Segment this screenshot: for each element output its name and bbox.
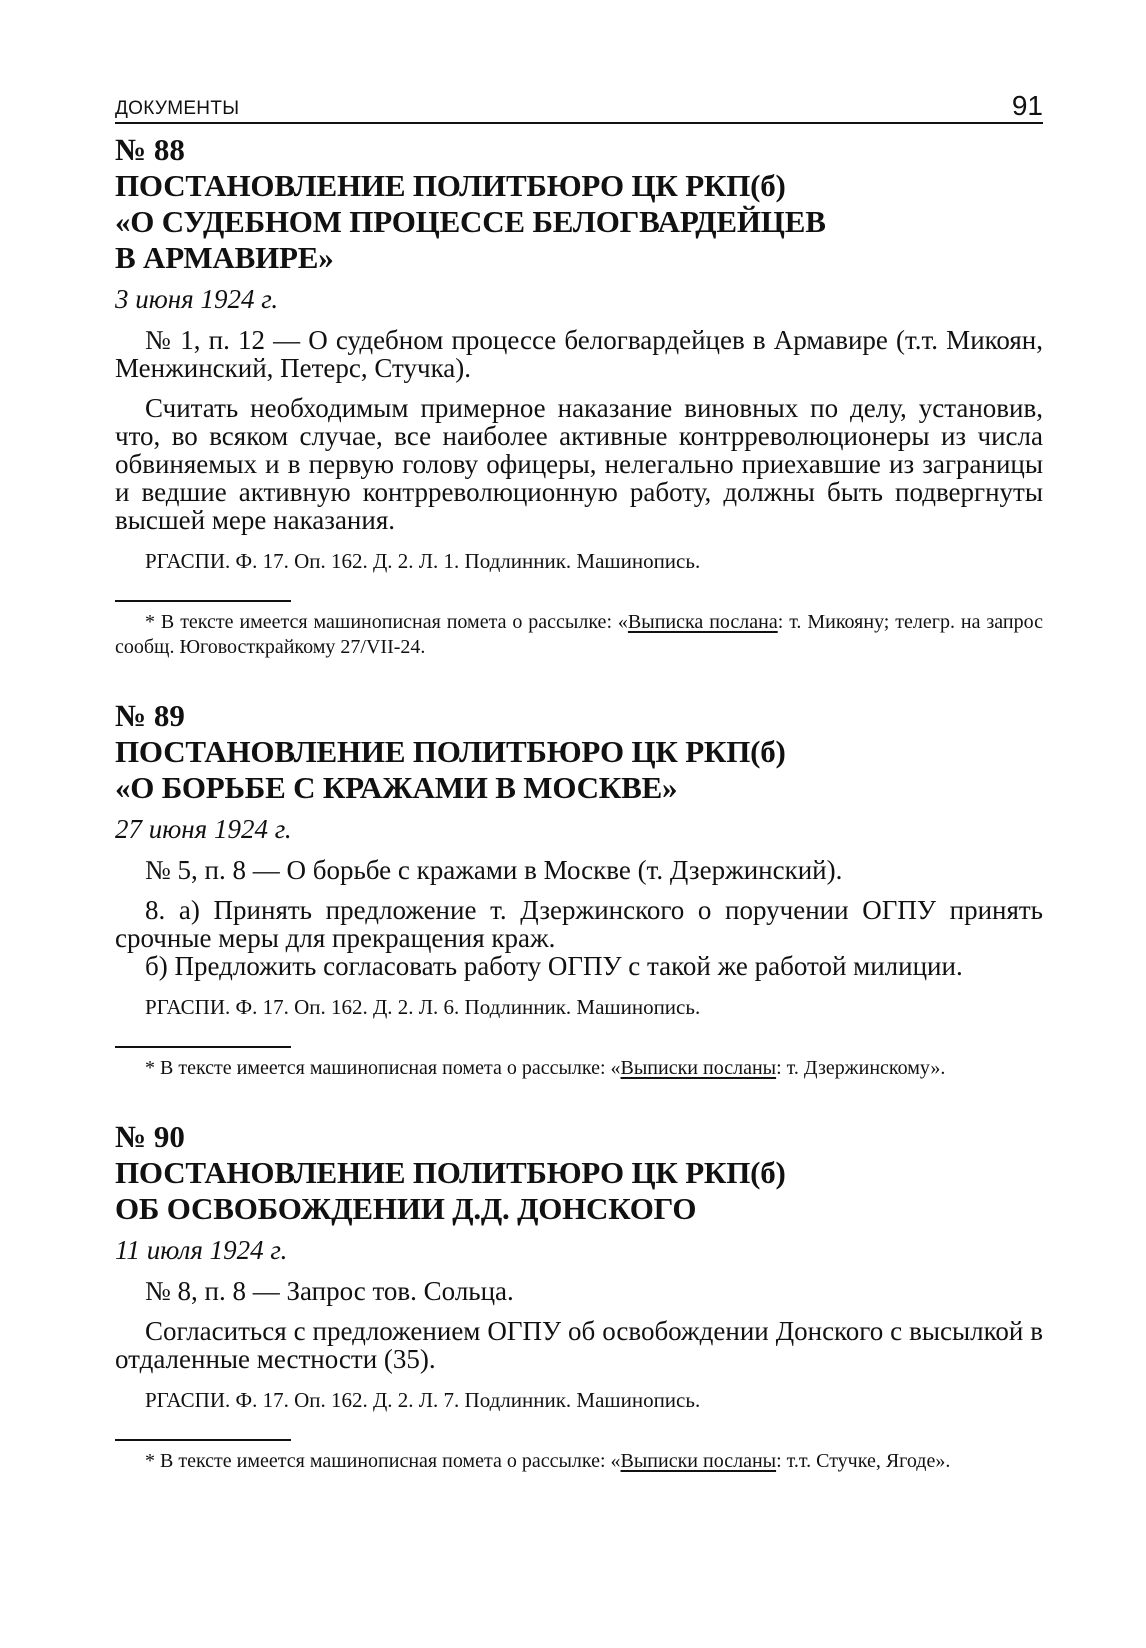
agenda-reference: № 5, п. 8 — О борьбе с кражами в Москве (т. Дзержинский). [145, 855, 843, 885]
archive-source: РГАСПИ. Ф. 17. Оп. 162. Д. 2. Л. 7. Подлинник. Машинопись. [145, 1388, 701, 1412]
footnote: * В тексте имеется машинописная помета о рассылке: «Выписки посланы: т.т. Стучке, Ягоде». [145, 1450, 951, 1472]
archive-source: РГАСПИ. Ф. 17. Оп. 162. Д. 2. Л. 1. Подлинник. Машинопись. [145, 549, 701, 573]
archive-source: РГАСПИ. Ф. 17. Оп. 162. Д. 2. Л. 6. Подлинник. Машинопись. [145, 995, 701, 1019]
title-line: ОБ ОСВОБОЖДЕНИИ Д.Д. ДОНСКОГО [115, 1191, 697, 1226]
agenda-reference: № 8, п. 8 — Запрос тов. Сольца. [145, 1276, 514, 1306]
document-89 [115, 698, 1043, 1081]
footnote-underlined: Выписки посланы [620, 1450, 777, 1472]
document-90 [115, 1119, 1043, 1474]
title-line: ПОСТАНОВЛЕНИЕ ПОЛИТБЮРО ЦК РКП(б) [115, 734, 786, 769]
document-title [115, 734, 1043, 806]
document-date: 3 июня 1924 г. [115, 284, 279, 314]
page-number: 91 [1011, 90, 1043, 121]
footnote-divider [115, 1439, 291, 1441]
document-date: 27 июня 1924 г. [115, 814, 292, 844]
document-date: 11 июля 1924 г. [115, 1235, 288, 1265]
resolution-text: Согласиться с предложением ОГПУ об освобождении Донского с высылкой в отдаленные местности (35). [115, 1316, 1043, 1374]
footnote: * В тексте имеется машинописная помета о рассылке: «Выписки посланы: т. Дзержинскому». [145, 1057, 946, 1079]
title-line: «О СУДЕБНОМ ПРОЦЕССЕ БЕЛОГВАРДЕЙЦЕВ [115, 204, 826, 239]
running-head [115, 88, 1043, 124]
footnote-divider [115, 1046, 291, 1048]
footnote: * В тексте имеется машинописная помета о рассылке: «Выписка послана: т. Микояну; телегр. на запрос сообщ. Юговосткрайкому 27/VII-24. [115, 611, 1043, 658]
document-number: № 90 [115, 1119, 185, 1154]
agenda-reference: № 1, п. 12 — О судебном процессе белогвардейцев в Армавире (т.т. Микоян, Менжинский, Петерс, Стучка). [115, 325, 1043, 383]
document-number: № 88 [115, 132, 185, 167]
resolution-text: 8. а) Принять предложение т. Дзержинского о поручении ОГПУ принять срочные меры для прекращения краж. [115, 895, 1043, 953]
footnote-divider [115, 600, 291, 602]
document-title [115, 1155, 1043, 1227]
resolution-text: б) Предложить согласовать работу ОГПУ с такой же работой милиции. [145, 951, 963, 981]
page [115, 88, 1043, 1474]
title-line: «О БОРЬБЕ С КРАЖАМИ В МОСКВЕ» [115, 770, 678, 805]
title-line: В АРМАВИРЕ» [115, 240, 334, 275]
title-line: ПОСТАНОВЛЕНИЕ ПОЛИТБЮРО ЦК РКП(б) [115, 1155, 786, 1190]
resolution-text: Считать необходимым примерное наказание виновных по делу, установив, что, во всяком случае, все наиболее активные контрреволюционеры из числа обвиняемых и в первую голову офицеры, нелегально приехавшие из заграницы и ведшие активную контрреволюционную работу, должны быть подвергнуты высшей мере наказания. [115, 393, 1043, 535]
footnote-underlined: Выписки посланы [620, 1057, 777, 1079]
document-number: № 89 [115, 698, 185, 733]
section-title: ДОКУМЕНТЫ [115, 98, 240, 119]
document-title [115, 168, 1043, 276]
title-line: ПОСТАНОВЛЕНИЕ ПОЛИТБЮРО ЦК РКП(б) [115, 168, 786, 203]
document-88 [115, 132, 1043, 660]
footnote-underlined: Выписка послана [627, 611, 778, 633]
